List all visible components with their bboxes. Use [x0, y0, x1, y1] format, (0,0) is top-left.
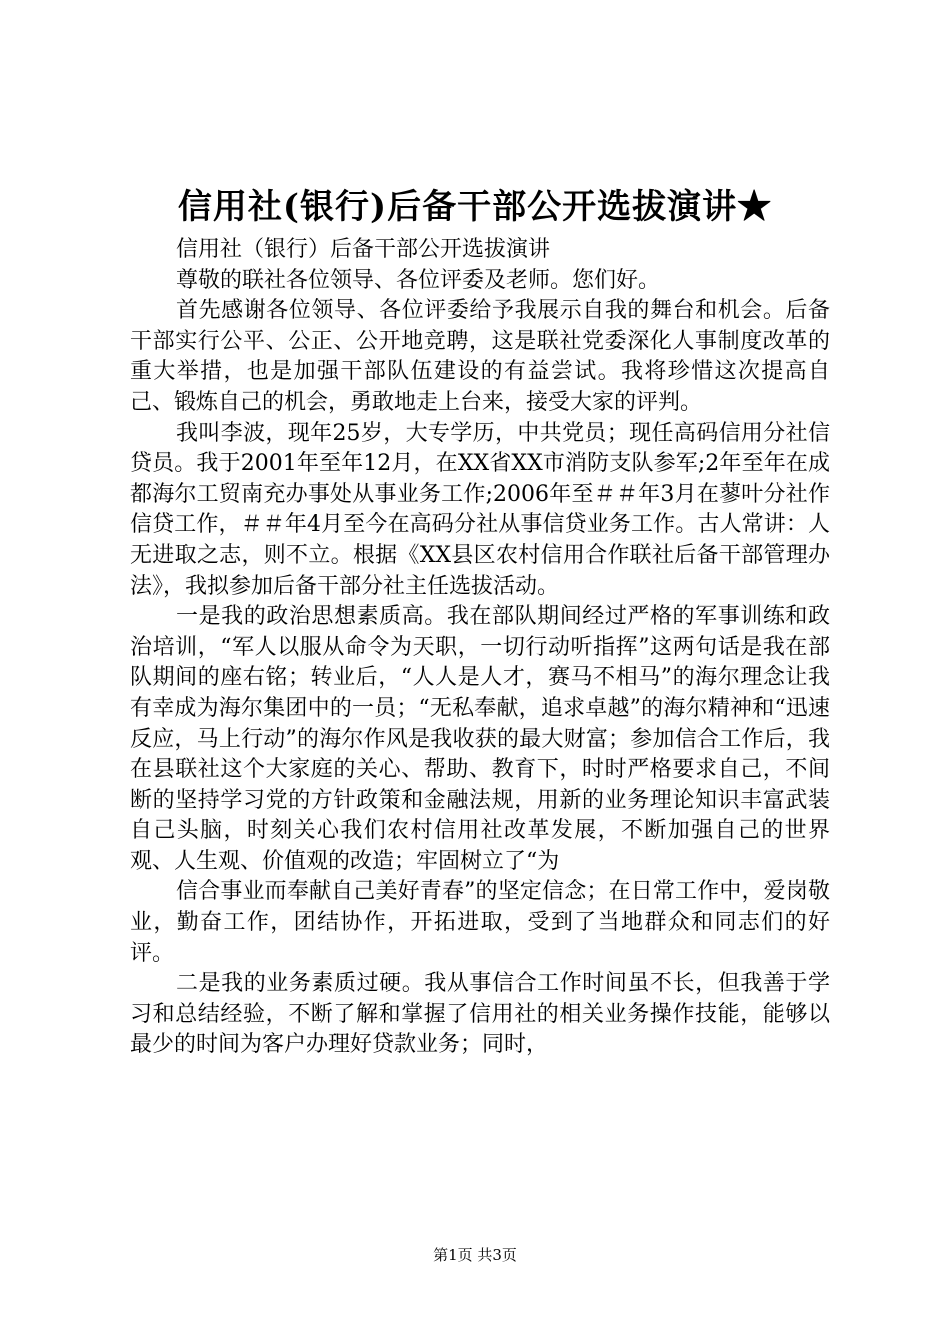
paragraph-business-quality: 二是我的业务素质过硬。我从事信合工作时间虽不长，但我善于学习和总结经验，不断了解和掌握了信用社的相关业务操作技能，能够以最少的时间为客户办理好贷款业务；同时，: [130, 971, 830, 1058]
paragraph-subtitle: 信用社（银行）后备干部公开选拔演讲: [176, 237, 551, 262]
page-number: 第1页 共3页: [433, 1246, 517, 1264]
paragraph-greeting: 尊敬的联社各位领导、各位评委及老师。您们好。: [176, 267, 661, 293]
document-title: 信用社(银行)后备干部公开选拔演讲★: [177, 187, 773, 227]
paragraph-background: 我叫李波，现年25岁，大专学历，中共党员；现任高码信用分社信贷员。我于2001年至年12月，在XX省XX市消防支队参军;2年至年在成都海尔工贸南充办事处从事业务工作;2006年至＃＃年3月在蓼叶分社作信贷工作，＃＃年4月至今在高码分社从事信贷业务工作。古人常讲：人无进取之志，则不立。根据《XX县区农村信用合作联社后备干部管理办法》，我拟参加后备干部分社主任选拔活动。: [130, 420, 830, 599]
document-body: [130, 235, 830, 1061]
paragraph-political-quality: 一是我的政治思想素质高。我在部队期间经过严格的军事训练和政治培训，“军人以服从命令为天职，一切行动听指挥”这两句话是我在部队期间的座右铭；转业后，“人人是人才，赛马不相马”的海尔理念让我有幸成为海尔集团中的一员；“无私奉献，追求卓越”的海尔精神和“迅速反应，马上行动”的海尔作风是我收获的最大财富；参加信合工作后，我在县联社这个大家庭的关心、帮助、教育下，时时严格要求自己，不间断的坚持学习党的方针政策和金融法规，用新的业务理论知识丰富武装自己头脑，时刻关心我们农村信用社改革发展，不断加强自己的世界观、人生观、价值观的改造；牢固树立了“为: [130, 604, 830, 874]
paragraph-intro: 首先感谢各位领导、各位评委给予我展示自我的舞台和机会。后备干部实行公平、公正、公开地竞聘，这是联社党委深化人事制度改革的重大举措，也是加强干部队伍建设的有益尝试。我将珍惜这次提高自己、锻炼自己的机会，勇敢地走上台来，接受大家的评判。: [130, 298, 830, 415]
paragraph-political-quality-continued: 信合事业而奉献自己美好青春”的坚定信念；在日常工作中，爱岗敬业，勤奋工作，团结协作，开拓进取，受到了当地群众和同志们的好评。: [130, 879, 830, 966]
